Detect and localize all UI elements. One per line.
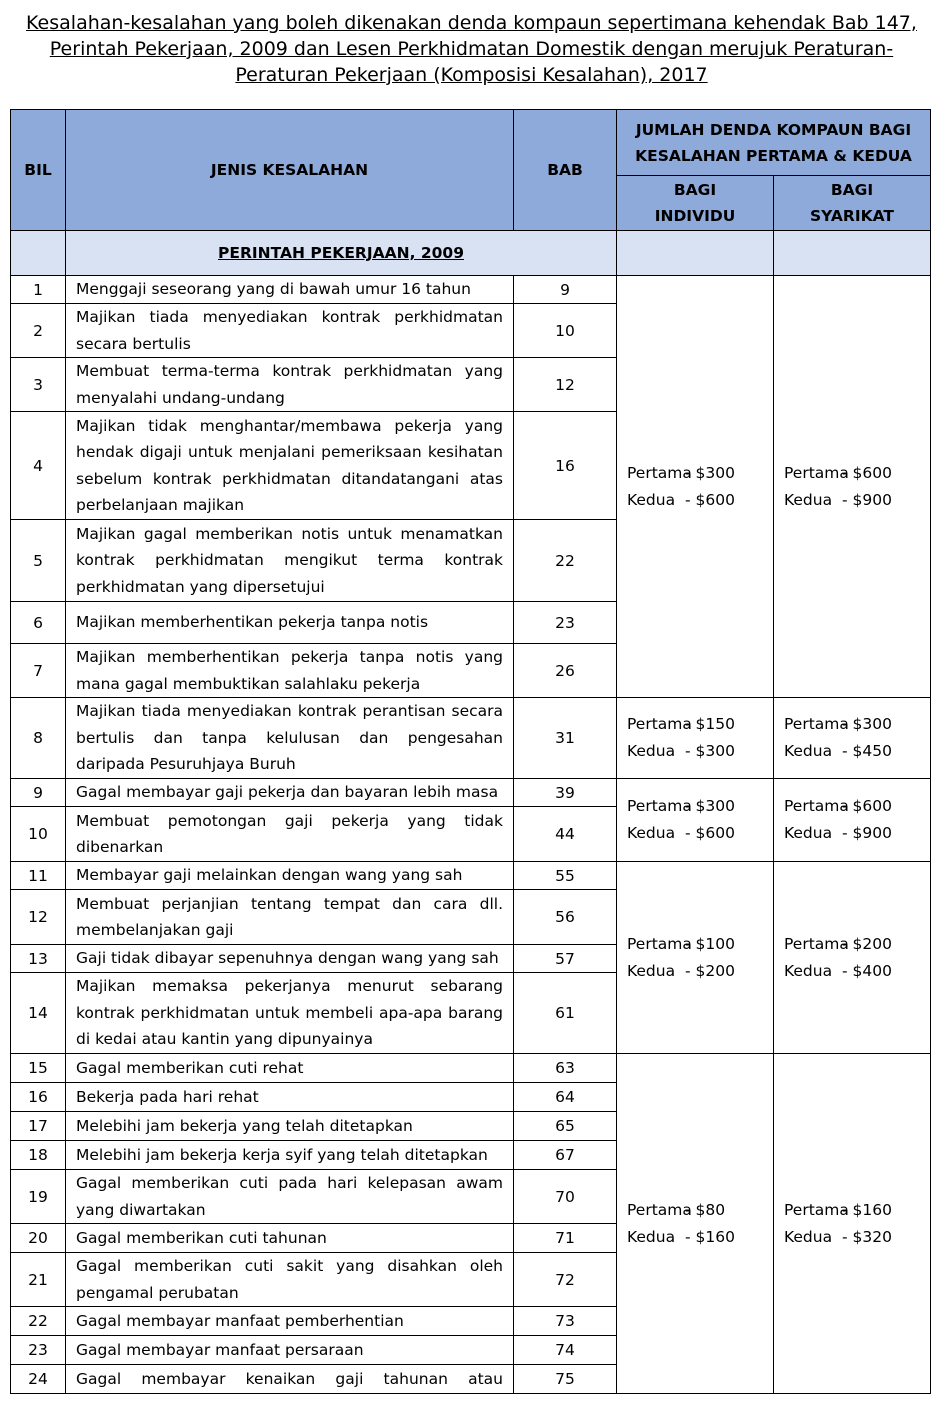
- header-bagi-individu: [617, 176, 774, 231]
- fine-value: - $900: [842, 824, 892, 842]
- row-bab: 74: [514, 1336, 617, 1365]
- row-bab: 31: [514, 698, 617, 779]
- row-bil: 1: [11, 276, 66, 304]
- row-bab: 57: [514, 945, 617, 973]
- row-desc: Menggaji seseorang yang di bawah umur 16 tahun: [66, 276, 514, 304]
- row-desc: Gagal memberikan cuti sakit yang disahkan oleh pengamal perubatan: [66, 1253, 514, 1307]
- fine-value: - $300: [685, 797, 735, 815]
- header-individu-line2: INDIVIDU: [654, 207, 736, 225]
- fine-value: - $300: [685, 742, 735, 760]
- row-bil: 16: [11, 1083, 66, 1112]
- fine-value: - $900: [842, 490, 892, 509]
- row-bil: 23: [11, 1336, 66, 1365]
- fine-individu-group-5: [617, 1054, 774, 1394]
- fine-label-kedua: Kedua: [627, 490, 676, 509]
- fine-value: - $320: [842, 1227, 892, 1246]
- row-bil: 11: [11, 862, 66, 890]
- row-bil: 12: [11, 890, 66, 945]
- row-desc: Gagal memberikan cuti pada hari kelepasan awam yang diwartakan: [66, 1170, 514, 1224]
- fine-label-pertama: Pertama: [784, 797, 849, 815]
- row-bab: 44: [514, 807, 617, 862]
- row-bab: 26: [514, 644, 617, 698]
- row-desc: Majikan memberhentikan pekerja tanpa notis: [66, 602, 514, 644]
- fine-syarikat-group-3: [774, 779, 931, 862]
- fine-label-pertama: Pertama: [784, 715, 849, 733]
- row-desc: Melebihi jam bekerja kerja syif yang telah ditetapkan: [66, 1141, 514, 1170]
- row-desc: Gagal memberikan cuti rehat: [66, 1054, 514, 1083]
- fine-value: - $160: [842, 1200, 892, 1219]
- row-desc: Bekerja pada hari rehat: [66, 1083, 514, 1112]
- header-jumlah-denda: [617, 110, 931, 176]
- table-row: [11, 862, 931, 890]
- fine-label-pertama: Pertama: [627, 934, 692, 953]
- document-title: [0, 10, 943, 88]
- fine-value: - $200: [685, 961, 735, 980]
- fine-syarikat-group-2: [774, 698, 931, 779]
- section-syarikat-cell: [774, 231, 931, 276]
- fine-label-kedua: Kedua: [784, 490, 833, 509]
- fine-value: - $150: [685, 715, 735, 733]
- title-line-2: Perintah Pekerjaan, 2009 dan Lesen Perkhidmatan Domestik dengan merujuk Peraturan-: [49, 38, 894, 60]
- row-desc: Gagal memberikan cuti tahunan: [66, 1224, 514, 1253]
- title-line-1: Kesalahan-kesalahan yang boleh dikenakan denda kompaun sepertimana kehendak Bab 147,: [26, 12, 917, 34]
- row-bab: 9: [514, 276, 617, 304]
- fine-value: - $160: [685, 1227, 735, 1246]
- fine-value: - $450: [842, 742, 892, 760]
- header-bil: BIL: [11, 110, 66, 231]
- header-individu-line1: BAGI: [673, 181, 717, 199]
- fine-syarikat-group-1: [774, 276, 931, 698]
- fine-label-pertama: Pertama: [627, 463, 692, 482]
- row-bab: 61: [514, 973, 617, 1054]
- row-bab: 16: [514, 412, 617, 520]
- table-row: [11, 779, 931, 807]
- row-bab: 12: [514, 358, 617, 412]
- row-bab: 70: [514, 1170, 617, 1224]
- fine-individu-group-2: [617, 698, 774, 779]
- row-bil: 21: [11, 1253, 66, 1307]
- row-bil: 2: [11, 304, 66, 358]
- row-bab: 72: [514, 1253, 617, 1307]
- row-bil: 3: [11, 358, 66, 412]
- row-desc: Majikan gagal memberikan notis untuk menamatkan kontrak perkhidmatan mengikut terma kontrak perkhidmatan yang dipersetujui: [66, 520, 514, 602]
- row-bab: 23: [514, 602, 617, 644]
- fine-value: - $600: [842, 463, 892, 482]
- row-bil: 6: [11, 602, 66, 644]
- fine-syarikat-group-5: [774, 1054, 931, 1394]
- row-bab: 56: [514, 890, 617, 945]
- header-jumlah-line1: JUMLAH DENDA KOMPAUN BAGI: [635, 120, 912, 139]
- row-bab: 71: [514, 1224, 617, 1253]
- fine-value: - $100: [685, 934, 735, 953]
- table-row: [11, 276, 931, 304]
- row-desc: Membayar gaji melainkan dengan wang yang sah: [66, 862, 514, 890]
- header-jumlah-line2: KESALAHAN PERTAMA & KEDUA: [635, 146, 912, 165]
- row-bab: 75: [514, 1365, 617, 1394]
- row-bil: 7: [11, 644, 66, 698]
- row-bab: 10: [514, 304, 617, 358]
- fine-label-kedua: Kedua: [784, 824, 833, 842]
- fine-label-pertama: Pertama: [627, 797, 692, 815]
- fine-label-kedua: Kedua: [784, 742, 833, 760]
- row-bab: 39: [514, 779, 617, 807]
- fine-label-pertama: Pertama: [784, 934, 849, 953]
- row-desc: Gagal membayar manfaat persaraan: [66, 1336, 514, 1365]
- section-individu-cell: [617, 231, 774, 276]
- row-desc: Gagal membayar gaji pekerja dan bayaran lebih masa: [66, 779, 514, 807]
- fine-value: - $400: [842, 961, 892, 980]
- title-line-3: Peraturan Pekerjaan (Komposisi Kesalahan), 2017: [235, 64, 708, 86]
- row-bil: 5: [11, 520, 66, 602]
- row-desc: Membuat perjanjian tentang tempat dan cara dll. membelanjakan gaji: [66, 890, 514, 945]
- fine-value: - $80: [685, 1200, 726, 1219]
- row-desc: Majikan tiada menyediakan kontrak perantisan secara bertulis dan tanpa kelulusan dan pengesahan daripada Pesuruhjaya Buruh: [66, 698, 514, 779]
- fine-value: - $600: [685, 490, 735, 509]
- row-bab: 63: [514, 1054, 617, 1083]
- fine-individu-group-3: [617, 779, 774, 862]
- row-bil: 20: [11, 1224, 66, 1253]
- fine-value: - $300: [842, 715, 892, 733]
- row-desc: Gaji tidak dibayar sepenuhnya dengan wang yang sah: [66, 945, 514, 973]
- fine-label-pertama: Pertama: [627, 1200, 692, 1219]
- fine-label-kedua: Kedua: [627, 742, 676, 760]
- fine-label-kedua: Kedua: [627, 1227, 676, 1246]
- section-bil-cell: [11, 231, 66, 276]
- row-desc: Melebihi jam bekerja yang telah ditetapkan: [66, 1112, 514, 1141]
- row-bil: 17: [11, 1112, 66, 1141]
- fine-label-kedua: Kedua: [784, 1227, 833, 1246]
- row-bil: 10: [11, 807, 66, 862]
- fine-syarikat-group-4: [774, 862, 931, 1054]
- section-title: PERINTAH PEKERJAAN, 2009: [66, 231, 617, 276]
- fine-label-pertama: Pertama: [784, 1200, 849, 1219]
- row-bab: 22: [514, 520, 617, 602]
- compound-fine-table: [10, 109, 931, 1394]
- row-bil: 9: [11, 779, 66, 807]
- header-bagi-syarikat: [774, 176, 931, 231]
- row-bab: 73: [514, 1307, 617, 1336]
- fine-label-pertama: Pertama: [627, 715, 692, 733]
- row-bil: 18: [11, 1141, 66, 1170]
- fine-value: - $600: [842, 797, 892, 815]
- row-bil: 24: [11, 1365, 66, 1394]
- row-bil: 14: [11, 973, 66, 1054]
- fine-individu-group-4: [617, 862, 774, 1054]
- row-bil: 13: [11, 945, 66, 973]
- section-row: [11, 231, 931, 276]
- row-desc: Membuat pemotongan gaji pekerja yang tidak dibenarkan: [66, 807, 514, 862]
- fine-value: - $200: [842, 934, 892, 953]
- fine-label-kedua: Kedua: [627, 961, 676, 980]
- row-bab: 55: [514, 862, 617, 890]
- table-row: [11, 1054, 931, 1083]
- header-jenis-kesalahan: JENIS KESALAHAN: [66, 110, 514, 231]
- row-desc: Gagal membayar kenaikan gaji tahunan atau: [66, 1365, 514, 1394]
- header-syarikat-line2: SYARIKAT: [810, 207, 894, 225]
- row-bil: 8: [11, 698, 66, 779]
- row-desc: Majikan tidak menghantar/membawa pekerja yang hendak digaji untuk menjalani pemeriksaan kesihatan sebelum kontrak perkhidmatan ditandatangani atas perbelanjaan majikan: [66, 412, 514, 520]
- row-bil: 22: [11, 1307, 66, 1336]
- fine-individu-group-1: [617, 276, 774, 698]
- row-desc: Gagal membayar manfaat pemberhentian: [66, 1307, 514, 1336]
- row-bab: 65: [514, 1112, 617, 1141]
- fine-value: - $300: [685, 463, 735, 482]
- row-desc: Majikan memberhentikan pekerja tanpa notis yang mana gagal membuktikan salahlaku pekerja: [66, 644, 514, 698]
- row-bab: 64: [514, 1083, 617, 1112]
- fine-label-kedua: Kedua: [627, 824, 676, 842]
- fine-label-pertama: Pertama: [784, 463, 849, 482]
- row-bil: 4: [11, 412, 66, 520]
- row-desc: Majikan memaksa pekerjanya menurut sebarang kontrak perkhidmatan untuk membeli apa-apa barang di kedai atau kantin yang dipunyainya: [66, 973, 514, 1054]
- row-desc: Majikan tiada menyediakan kontrak perkhidmatan secara bertulis: [66, 304, 514, 358]
- fine-label-kedua: Kedua: [784, 961, 833, 980]
- row-bab: 67: [514, 1141, 617, 1170]
- header-syarikat-line1: BAGI: [830, 181, 874, 199]
- row-bil: 15: [11, 1054, 66, 1083]
- row-bil: 19: [11, 1170, 66, 1224]
- header-bab: BAB: [514, 110, 617, 231]
- row-desc: Membuat terma-terma kontrak perkhidmatan yang menyalahi undang-undang: [66, 358, 514, 412]
- table-row: [11, 698, 931, 779]
- fine-value: - $600: [685, 824, 735, 842]
